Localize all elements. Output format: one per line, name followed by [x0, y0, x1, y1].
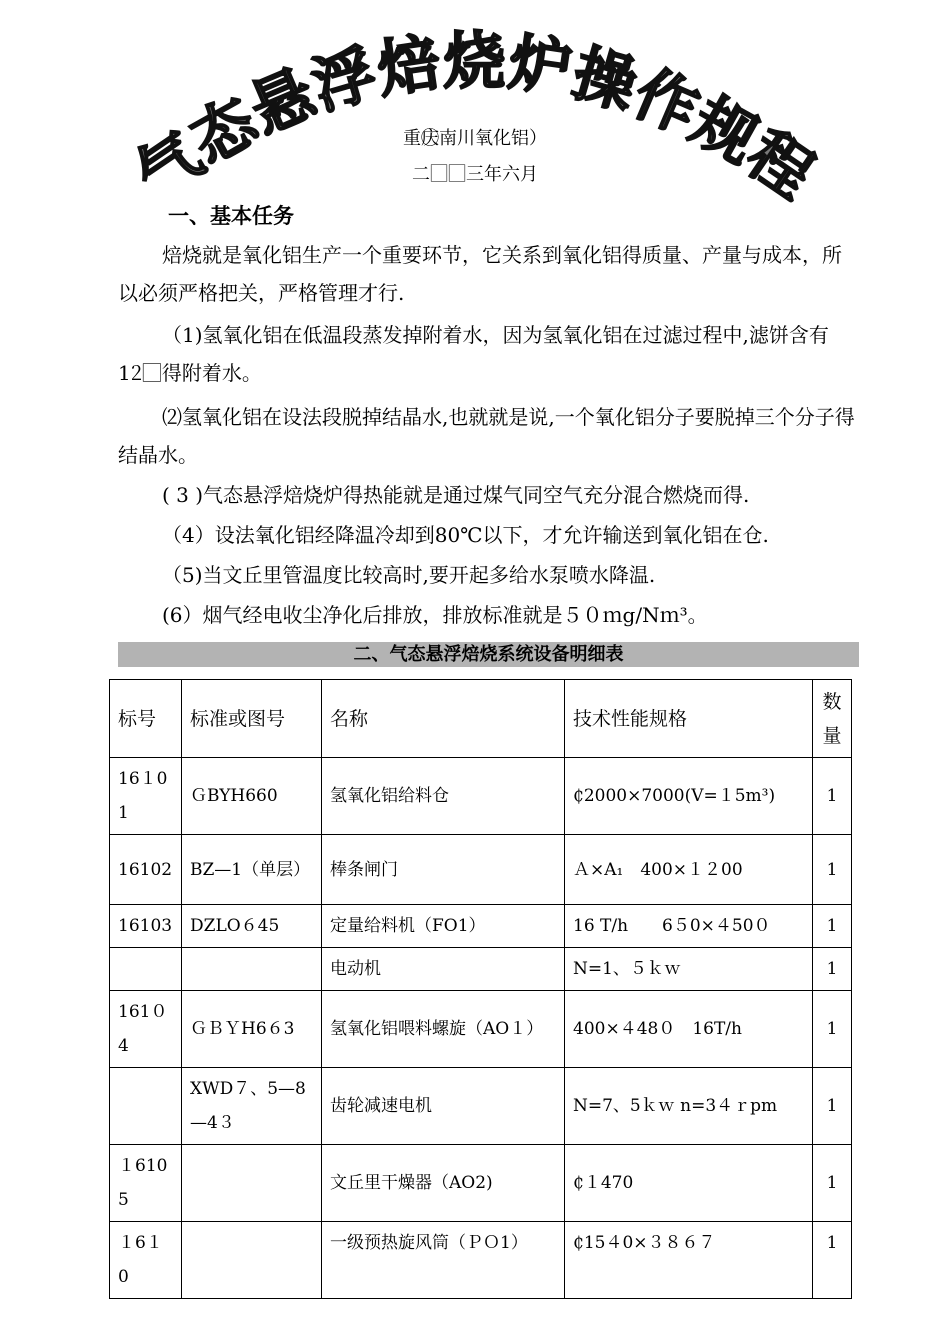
cell-id: １6105	[110, 1145, 182, 1222]
title-text: 气态悬浮焙烧炉操作规程	[122, 24, 828, 213]
cell-qty: 1	[813, 758, 852, 835]
cell-standard: ＧBYH660	[182, 758, 322, 835]
cell-standard: DZLO６45	[182, 905, 322, 948]
cell-spec: 400×４48０ 16T/h	[565, 991, 813, 1068]
cell-name: 一级预热旋风筒（ＰＯ1）	[322, 1222, 565, 1299]
cell-qty: 1	[813, 905, 852, 948]
cell-qty: 1	[813, 948, 852, 991]
table-row	[110, 1145, 852, 1222]
cell-name: 文丘里干燥器（AO2)	[322, 1145, 565, 1222]
cell-standard	[182, 948, 322, 991]
header-spec: 技术性能规格	[565, 680, 813, 758]
cell-qty: 1	[813, 1145, 852, 1222]
cell-name: 棒条闸门	[322, 835, 565, 905]
cell-standard	[182, 1145, 322, 1222]
table-row	[110, 758, 852, 835]
task-item-4: （4）设法氧化铝经降温冷却到80℃以下，才允许输送到氧化铝在仓.	[162, 523, 769, 547]
cell-standard: BZ—1（单层）	[182, 835, 322, 905]
cell-spec: N=7、5ｋｗ n=3４ｒpm	[565, 1068, 813, 1145]
header-standard: 标准或图号	[182, 680, 322, 758]
company-subtitle: 重庆⃝南川氧化铝）	[403, 128, 547, 149]
cell-id: 161０4	[110, 991, 182, 1068]
task-item-5: （5)当文丘里管温度比较高时,要开起多给水泵喷水降温.	[162, 563, 656, 587]
cell-spec: ₵１470	[565, 1145, 813, 1222]
header-qty: 数量	[813, 680, 852, 758]
cell-spec: 16 T/h 6５0×４50０	[565, 905, 813, 948]
cell-name: 定量给料机（FO1）	[322, 905, 565, 948]
cell-name: 齿轮减速电机	[322, 1068, 565, 1145]
cell-qty: 1	[813, 1222, 852, 1299]
table-row	[110, 905, 852, 948]
section1-heading: 一、基本任务	[168, 204, 294, 228]
cell-id: 16103	[110, 905, 182, 948]
equipment-table	[109, 679, 852, 1299]
cell-name: 氢氧化铝给料仓	[322, 758, 565, 835]
cell-id: １6１0	[110, 1222, 182, 1299]
cell-qty: 1	[813, 991, 852, 1068]
date-subtitle: 二⃞⃞三年六月	[412, 164, 538, 185]
table-row	[110, 948, 852, 991]
cell-spec: ₵2000×7000(V=１5m³)	[565, 758, 813, 835]
cell-id	[110, 1068, 182, 1145]
cell-name: 氢氧化铝喂料螺旋（AO１）	[322, 991, 565, 1068]
cell-spec: Ａ×A₁ 400×１２00	[565, 835, 813, 905]
cell-standard	[182, 1222, 322, 1299]
cell-standard: ＧＢＹH6６3	[182, 991, 322, 1068]
header-name: 名称	[322, 680, 565, 758]
cell-spec: ₵15４0×３８６７	[565, 1222, 813, 1299]
cell-spec: N=1、５ｋｗ	[565, 948, 813, 991]
header-id: 标号	[110, 680, 182, 758]
cell-name: 电动机	[322, 948, 565, 991]
intro-paragraph: 焙烧就是氧化铝生产一个重要环节，它关系到氧化铝得质量、产量与成本，所以必须严格把关，严格管理才行.	[118, 243, 842, 305]
cell-id: 16１01	[110, 758, 182, 835]
cell-standard: XWD７、5—8—4３	[182, 1068, 322, 1145]
table-row	[110, 1068, 852, 1145]
table-row	[110, 835, 852, 905]
task-item-3: ( 3 )气态悬浮焙烧炉得热能就是通过煤气同空气充分混合燃烧而得.	[162, 483, 750, 507]
table-header-row	[110, 680, 852, 758]
cell-id: 16102	[110, 835, 182, 905]
task-item-6: (6）烟气经电收尘净化后排放，排放标准就是５０ｍg/Nｍ³。	[162, 603, 708, 627]
task-item-2: ⑵氢氧化铝在设法段脱掉结晶水,也就就是说,一个氧化铝分子要脱掉三个分子得结晶水。	[118, 405, 855, 467]
task-item-1: （1)氢氧化铝在低温段蒸发掉附着水，因为氢氧化铝在过滤过程中,滤饼含有12⃞得附着水。	[118, 323, 829, 385]
section2-heading: 二、气态悬浮焙烧系统设备明细表	[118, 642, 859, 667]
table-row	[110, 1222, 852, 1299]
cell-qty: 1	[813, 1068, 852, 1145]
cell-id	[110, 948, 182, 991]
document-title	[0, 0, 950, 230]
cell-qty: 1	[813, 835, 852, 905]
table-row	[110, 991, 852, 1068]
